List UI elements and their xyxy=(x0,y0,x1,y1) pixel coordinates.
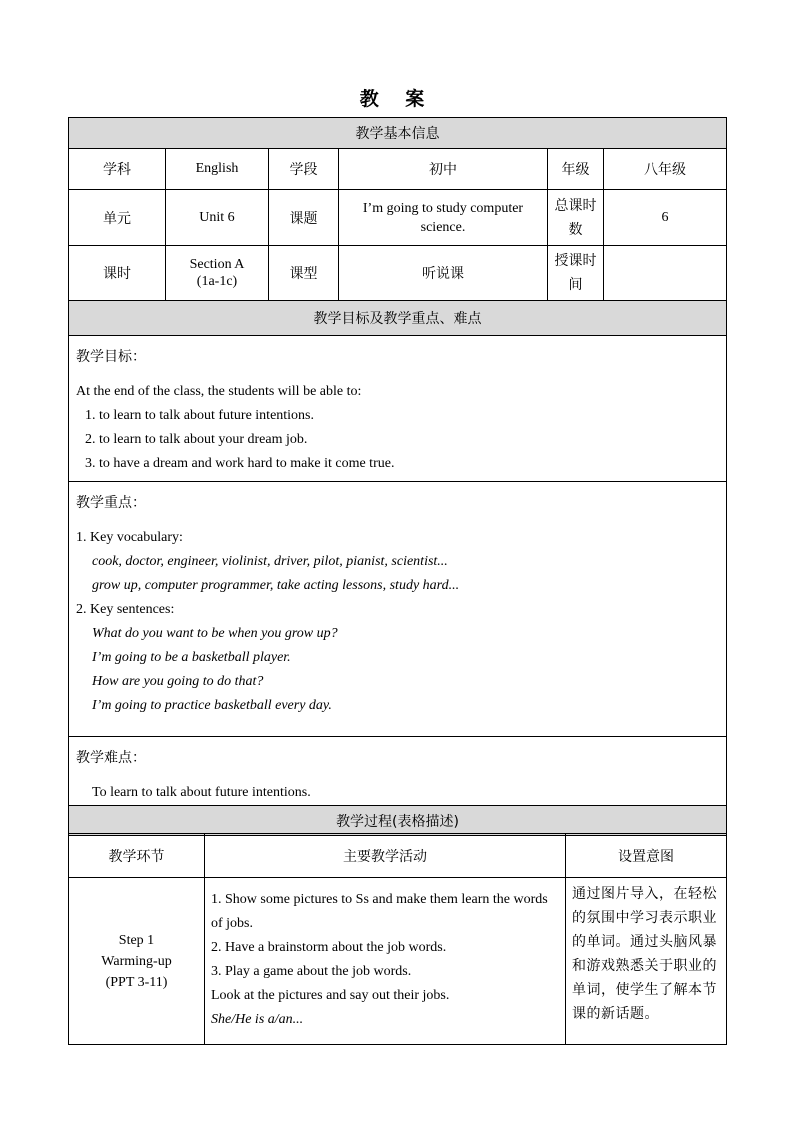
col-step-header: 教学环节 xyxy=(69,834,205,878)
period-label: 课时 xyxy=(69,246,166,301)
type-value: 听说课 xyxy=(339,246,548,301)
activity-line: Look at the pictures and say out their jobs. xyxy=(211,988,450,1003)
total-hours-value: 6 xyxy=(604,190,727,246)
subject-value: English xyxy=(166,149,269,190)
stage-value: 初中 xyxy=(339,149,548,190)
difficulty-section xyxy=(69,737,727,806)
lesson-plan-table xyxy=(68,117,727,836)
key-sentence: I’m going to be a basketball player. xyxy=(92,650,291,665)
difficulty-heading: 教学难点： xyxy=(76,750,146,766)
goal-item: 2. to learn to talk about your dream job. xyxy=(85,432,308,447)
col-activity-header: 主要教学活动 xyxy=(205,834,566,878)
key-points-heading: 教学重点： xyxy=(76,495,146,511)
key-sentences-label: 2. Key sentences: xyxy=(76,602,175,617)
key-sentence: What do you want to be when you grow up? xyxy=(92,626,338,641)
activity-line: 1. Show some pictures to Ss and make them learn the words of jobs. xyxy=(211,892,548,931)
activity-line: She/He is a/an... xyxy=(211,1012,304,1027)
table-row xyxy=(69,878,727,1045)
basic-info-header: 教学基本信息 xyxy=(69,118,727,149)
goals-section xyxy=(69,336,727,482)
topic-value: I’m going to study computer science. xyxy=(339,190,548,246)
objectives-header: 教学目标及教学重点、难点 xyxy=(69,301,727,336)
unit-value: Unit 6 xyxy=(166,190,269,246)
stage-label: 学段 xyxy=(269,149,339,190)
key-sentence: How are you going to do that? xyxy=(92,674,264,689)
process-table xyxy=(68,833,727,1045)
document-title: 教 案 xyxy=(359,88,435,110)
topic-label: 课题 xyxy=(269,190,339,246)
difficulty-text: To learn to talk about future intentions. xyxy=(92,785,311,800)
subject-label: 学科 xyxy=(69,149,166,190)
goals-intro: At the end of the class, the students will be able to: xyxy=(76,384,362,399)
activity-cell xyxy=(205,878,566,1045)
key-sentence: I’m going to practice basketball every day. xyxy=(92,698,332,713)
goals-heading: 教学目标： xyxy=(76,349,146,365)
purpose-cell: 通过图片导入，在轻松的氛围中学习表示职业的单词。通过头脑风暴和游戏熟悉关于职业的单词，使学生了解本节课的新话题。 xyxy=(566,878,727,1045)
unit-label: 单元 xyxy=(69,190,166,246)
col-purpose-header: 设置意图 xyxy=(566,834,727,878)
step-cell xyxy=(69,878,205,1045)
process-header: 教学过程(表格描述) xyxy=(69,806,727,836)
goal-item: 1. to learn to talk about future intentions. xyxy=(85,408,315,423)
goal-item: 3. to have a dream and work hard to make it come true. xyxy=(85,456,395,471)
activity-line: 2. Have a brainstorm about the job words. xyxy=(211,940,447,955)
period-value: Section A (1a-1c) xyxy=(166,246,269,301)
grade-value: 八年级 xyxy=(604,149,727,190)
step-number: Step 1 xyxy=(118,932,155,948)
total-hours-label: 总课时数 xyxy=(548,190,604,246)
teaching-time-label: 授课时间 xyxy=(548,246,604,301)
teaching-time-value xyxy=(604,246,727,301)
step-name: Warming-up xyxy=(101,953,172,969)
step-ppt: (PPT 3-11) xyxy=(105,974,168,990)
key-vocab-line: cook, doctor, engineer, violinist, driver, pilot, pianist, scientist... xyxy=(92,554,448,569)
key-vocab-line: grow up, computer programmer, take acting lessons, study hard... xyxy=(92,578,460,593)
grade-label: 年级 xyxy=(548,149,604,190)
key-points-section xyxy=(69,482,727,737)
key-vocab-label: 1. Key vocabulary: xyxy=(76,530,183,545)
activity-line: 3. Play a game about the job words. xyxy=(211,964,412,979)
type-label: 课型 xyxy=(269,246,339,301)
